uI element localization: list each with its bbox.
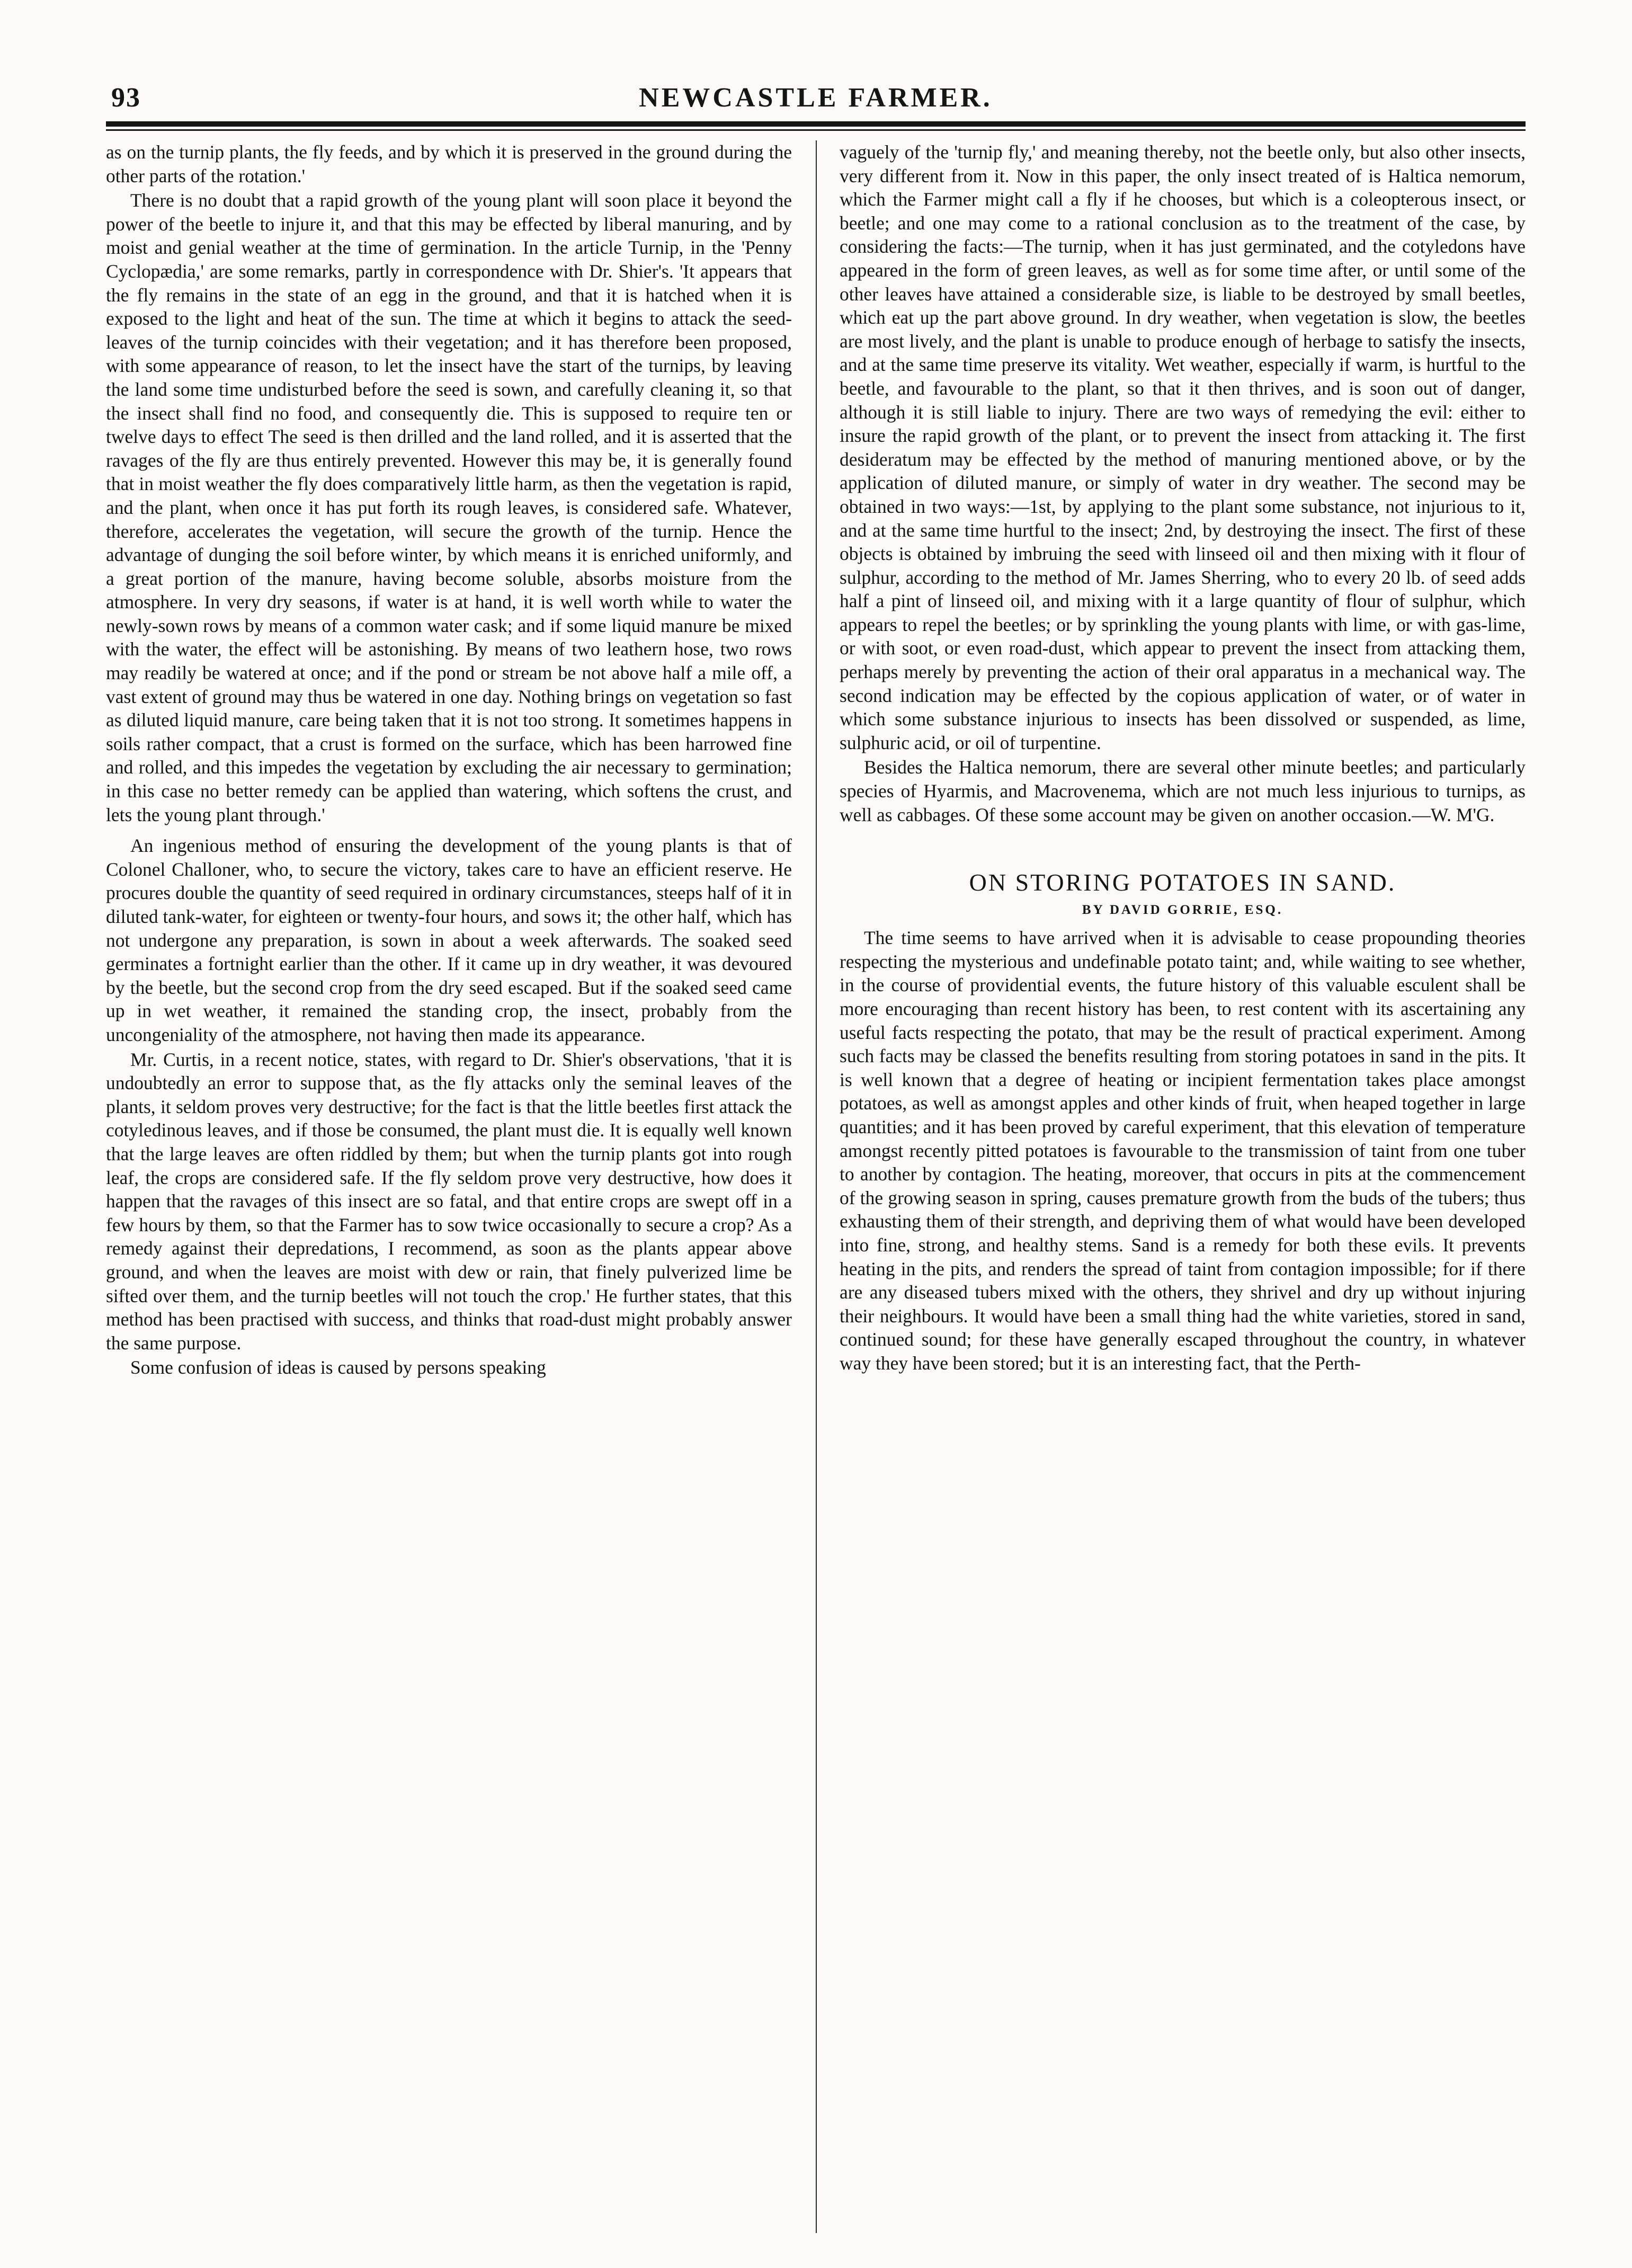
paragraph: vaguely of the 'turnip fly,' and meaning thereby, not the beetle only, but also other insects, very different from it. Now in this paper, the only insect treated of is Haltica nemorum, which the Farmer might call a fly if he chooses, but which is a coleopterous insect, or beetle; and one may come to a rational conclusion as to the treatment of the case, by considering the facts:—The turnip, when it has just germinated, and the cotyledons have appeared in the form of green leaves, as well as for some time after, or until some of the other leaves have attained a considerable size, is liable to be destroyed by small beetles, which eat up the part above ground. In dry weather, when vegetation is slow, the beetles are most lively, and the plant is unable to produce enough of herbage to satisfy the insects, and at the same time preserve its vitality. Wet weather, especially if warm, is hurtful to the beetle, and favourable to the plant, so that it then thrives, and is soon out of danger, although it is still liable to injury. There are two ways of remedying the evil: either to insure the rapid growth of the plant, or to prevent the insect from attacking it. The first desideratum may be effected by the method of manuring mentioned above, or by the application of diluted manure, or simply of water in dry weather. The second may be obtained in two ways:—1st, by applying to the plant some substance, not injurious to it, and at the same time hurtful to the insect; 2nd, by destroying the insect. The first of these objects is obtained by imbruing the seed with linseed oil and then mixing with it flour of sulphur, according to the method of Mr. James Sherring, who to every 20 lb. of seed adds half a pint of linseed oil, and mixing with it a large quantity of flour of sulphur, which appears to repel the beetles; or by sprinkling the young plants with lime, or with gas-lime, or with soot, or even road-dust, which appear to prevent the insect from attacking them, perhaps merely by preventing the action of their oral apparatus in a mechanical way. The second indication may be effected by the copious application of water, or of water in which some substance injurious to insects has been dissolved or suspended, as lime, sulphuric acid, or oil of turpentine. [840,141,1526,753]
left-column [106,140,792,2233]
paragraph: An ingenious method of ensuring the development of the young plants is that of Colonel Challoner, who, to secure the victory, takes care to have an efficient reserve. He procures double the quantity of seed required in ordinary circumstances, steeps half of it in diluted tank-water, for eighteen or twenty-four hours, and sows it; the other half, which has not undergone any preparation, is sown in about a week afterwards. The soaked seed germinates a fortnight earlier than the other. If it came up in dry weather, it was devoured by the beetle, but the second crop from the dry seed escaped. But if the soaked seed came up in wet weather, it remained the standing crop, the insect, probably from the uncongeniality of the atmosphere, not having then made its appearance. [106,835,792,1045]
paragraph: Some confusion of ideas is caused by persons speaking [130,1357,546,1378]
paragraph: Besides the Haltica nemorum, there are several other minute beetles; and particularly species of Hyarmis, and Macrovenema, which are not much less injurious to turnips, as well as cabbages. Of these some account may be given on another occasion.—W. M'G. [840,757,1526,825]
paragraph: There is no doubt that a rapid growth of the young plant will soon place it beyond the power of the beetle to injure it, and that this may be effected by liberal manuring, and by moist and genial weather at the time of germination. In the article Turnip, in the 'Penny Cyclopædia,' are some remarks, partly in correspondence with Dr. Shier's. 'It appears that the fly remains in the state of an egg in the ground, and that it is hatched when it is exposed to the light and heat of the sun. The time at which it begins to attack the seed-leaves of the turnip coincides with their vegetation; and it has therefore been proposed, with some appearance of reason, to let the insect have the start of the turnips, by leaving the land some time undisturbed before the seed is sown, and carefully cleaning it, so that the insect shall find no food, and consequently die. This is supposed to require ten or twelve days to effect The seed is then drilled and the land rolled, and it is asserted that the ravages of the fly are thus entirely prevented. However this may be, it is generally found that in moist weather the fly does comparatively little harm, as then the vegetation is rapid, and the plant, when once it has put forth its rough leaves, is considered safe. Whatever, therefore, accelerates the vegetation, will secure the growth of the turnip. Hence the advantage of dunging the soil before winter, by which means it is enriched uniformly, and a great portion of the manure, having become soluble, absorbs moisture from the atmosphere. In very dry seasons, if water is at hand, it is well worth while to water the newly-sown rows by means of a common water cask; and if some liquid manure be mixed with the water, the effect will be astonishing. By means of two leathern hose, two rows may readily be watered at once; and if the pond or stream be not above half a mile off, a vast extent of ground may thus be watered in one day. Nothing brings on vegetation so fast as diluted liquid manure, care being taken that it is not too strong. It sometimes happens in soils rather compact, that a crust is formed on the surface, which has been harrowed fine and rolled, and this impedes the vegetation by excluding the air necessary to germination; in this case no better remedy can be applied than watering, which softens the crust, and lets the young plant through.' [106,190,792,825]
paragraph: Mr. Curtis, in a recent notice, states, with regard to Dr. Shier's observations, 'that it is undoubtedly an error to suppose that, as the fly attacks only the seminal leaves of the plants, it seldom proves very destructive; for the fact is that the little beetles first attack the cotyledinous leaves, and if those be consumed, the plant must die. It is equally well known that the large leaves are often riddled by them; but when the turnip plants got into rough leaf, the crops are considered safe. If the fly seldom prove very destructive, how does it happen that the ravages of this insect are so fatal, and that entire crops are swept off in a few hours by them, so that the Farmer has to sow twice occasionally to secure a crop? As a remedy against their depredations, I recommend, as soon as the plants appear above ground, and when the leaves are moist with dew or rain, that finely pulverized lime be sifted over them, and the turnip beetles will not touch the crop.' He further states, that this method has been practised with success, and thinks that road-dust might probably answer the same purpose. [106,1048,792,1354]
right-column [840,140,1526,2233]
newspaper-page [106,82,1526,2233]
header-rule-thick [106,121,1526,127]
column-divider [816,140,817,2233]
paragraph: as on the turnip plants, the fly feeds, and by which it is preserved in the ground during the other parts of the rotation.' [106,141,792,186]
text-columns [106,140,1526,2233]
paragraph: The time seems to have arrived when it is advisable to cease propounding theories respecting the mysterious and undefinable potato taint; and, while waiting to see whether, in the course of providential events, the future history of this valuable esculent shall be more encouraging than recent history has been, to rest content with its ascertaining any useful facts respecting the potato, that may be the result of practical experiment. Among such facts may be classed the benefits resulting from storing potatoes in sand in the pits. It is well known that a degree of heating or incipient fermentation takes place amongst potatoes, as well as amongst apples and other kinds of fruit, when heaped together in large quantities; and it has been proved by careful experiment, that this elevation of temperature amongst recently pitted potatoes is favourable to the transmission of taint from one tuber to another by contagion. The heating, moreover, that occurs in pits at the commencement of the growing season in spring, causes premature growth from the buds of the tubers; thus exhausting them of their strength, and depriving them of what would have been developed into fine, strong, and healthy stems. Sand is a remedy for both these evils. It prevents heating in the pits, and renders the spread of taint from contagion impossible; for if there are any diseased tubers mixed with the others, they shrivel and dry up without injuring their neighbours. It would have been a small thing had the white varieties, stored in sand, continued sound; for these have generally escaped throughout the country, in whatever way they have been stored; but it is an interesting fact, that the Perth- [840,927,1526,1374]
article-title: ON STORING POTATOES IN SAND. [969,869,1396,896]
page-header [106,82,1526,119]
article-byline: BY DAVID GORRIE, ESQ. [1082,903,1283,918]
header-rule-thin [106,129,1526,131]
running-title: NEWCASTLE FARMER. [639,83,993,113]
page-number: 93 [111,83,141,113]
